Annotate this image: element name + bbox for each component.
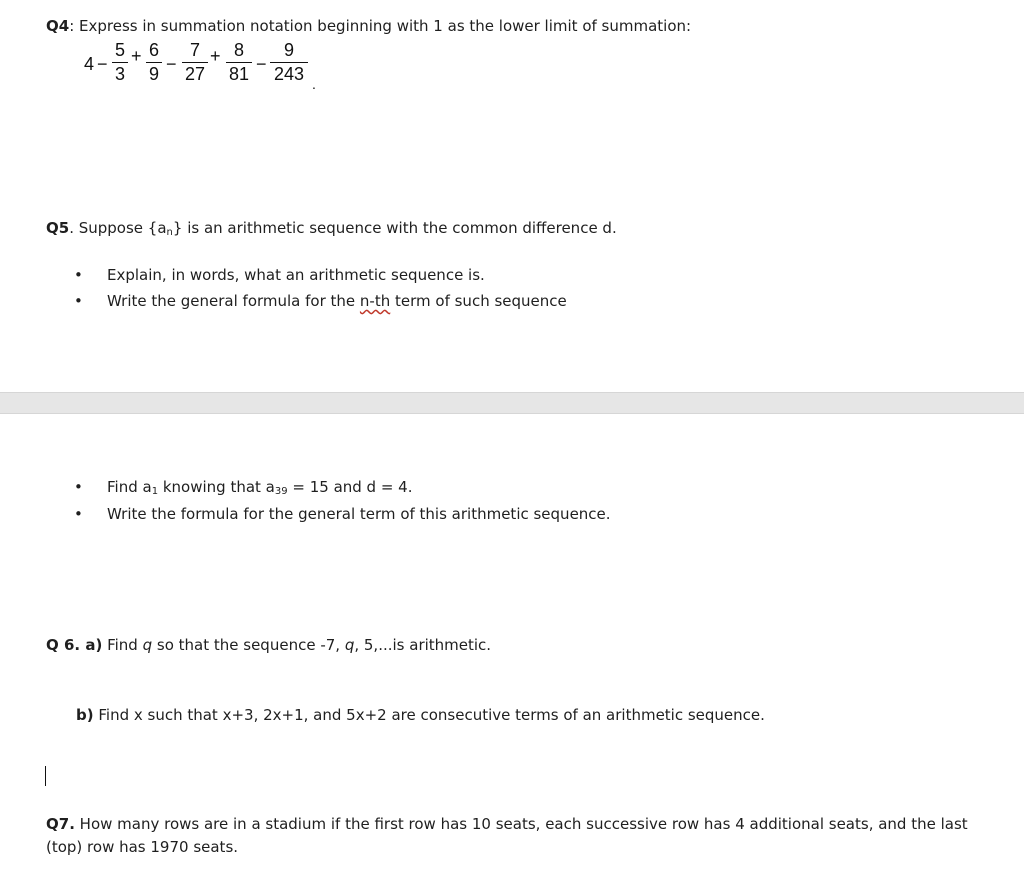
fraction-bar (112, 62, 128, 63)
fraction-bar (270, 62, 308, 63)
q6-b-text: Find x such that x+3, 2x+1, and 5x+2 are consecutive terms of an arithmetic sequence. (93, 706, 765, 724)
q6-text-c: , 5,...is arithmetic. (354, 636, 492, 654)
fraction-4-den: 81 (228, 64, 250, 84)
q4-text: : Express in summation notation beginning with 1 as the lower limit of summation: (69, 17, 692, 35)
q4-prompt (46, 17, 691, 35)
q6-label: Q 6. a) (46, 636, 103, 654)
q5b-bullet-1-post: = 15 and d = 4. (287, 478, 413, 496)
q5-text-b: } is an arithmetic sequence with the common difference d. (172, 219, 617, 237)
fraction-3-num: 7 (189, 40, 200, 60)
fraction-2 (146, 40, 162, 84)
q5b-bullet-2: Write the formula for the general term of this arithmetic sequence. (107, 505, 611, 523)
series-trailing-dot: . (312, 76, 316, 92)
q5-label: Q5 (46, 219, 70, 237)
q6-text-b: so that the sequence -7, (152, 636, 345, 654)
fraction-2-den: 9 (148, 64, 159, 84)
q6-b-label: b) (76, 706, 94, 724)
q5b-bullet-1-pre: Find a (107, 478, 152, 496)
fraction-3-den: 27 (184, 64, 206, 84)
fraction-2-num: 6 (148, 40, 159, 60)
bullet-glyph: • (74, 478, 83, 496)
q5-bullet-1: Explain, in words, what an arithmetic sequence is. (107, 266, 485, 284)
q4-label: Q4 (46, 17, 70, 35)
series-lead: 4 (84, 54, 95, 74)
q7-label: Q7. (46, 815, 75, 833)
q5b-bullet-1 (107, 478, 413, 497)
subscript: 1 (151, 486, 159, 497)
bullet-glyph: • (74, 266, 83, 284)
fraction-bar (146, 62, 162, 63)
q6-variable: q (142, 636, 153, 654)
q5-text-a: . Suppose {a (69, 219, 167, 237)
fraction-bar (226, 62, 252, 63)
q4-series-expression (84, 40, 344, 96)
q6-text-a: Find (102, 636, 143, 654)
q5-subscript: n (166, 227, 173, 238)
series-op-3: − (166, 54, 177, 74)
fraction-5 (270, 40, 308, 84)
q5-prompt (46, 219, 617, 238)
subscript: 39 (274, 486, 288, 497)
series-op-1: − (97, 54, 108, 74)
q5-bullet-2 (107, 292, 567, 310)
series-op-5: − (256, 54, 267, 74)
fraction-5-num: 9 (283, 40, 294, 60)
q5-bullet-2-post: term of such sequence (390, 292, 567, 310)
q6-variable: q (344, 636, 355, 654)
fraction-5-den: 243 (273, 64, 305, 84)
series-op-4: + (210, 46, 221, 66)
q5-bullet-2-pre: Write the general formula for the (107, 292, 360, 310)
text-cursor (45, 766, 46, 786)
fraction-bar (182, 62, 208, 63)
q7-line-2: (top) row has 1970 seats. (46, 838, 239, 856)
bullet-glyph: • (74, 292, 83, 310)
fraction-3 (182, 40, 208, 84)
q6-part-a (46, 636, 491, 654)
spellcheck-marked-word[interactable]: n-th (359, 292, 391, 310)
fraction-4-num: 8 (233, 40, 244, 60)
series-op-2: + (131, 46, 142, 66)
page-break-separator (0, 392, 1024, 414)
fraction-4 (226, 40, 252, 84)
q6-part-b (76, 706, 765, 724)
fraction-1-den: 3 (114, 64, 125, 84)
q7-line-1 (46, 815, 968, 833)
bullet-glyph: • (74, 505, 83, 523)
q7-text-1: How many rows are in a stadium if the first row has 10 seats, each successive row has 4 additional seats, and the last (74, 815, 968, 833)
q5b-bullet-1-mid: knowing that a (158, 478, 275, 496)
fraction-1 (112, 40, 128, 84)
fraction-1-num: 5 (114, 40, 125, 60)
